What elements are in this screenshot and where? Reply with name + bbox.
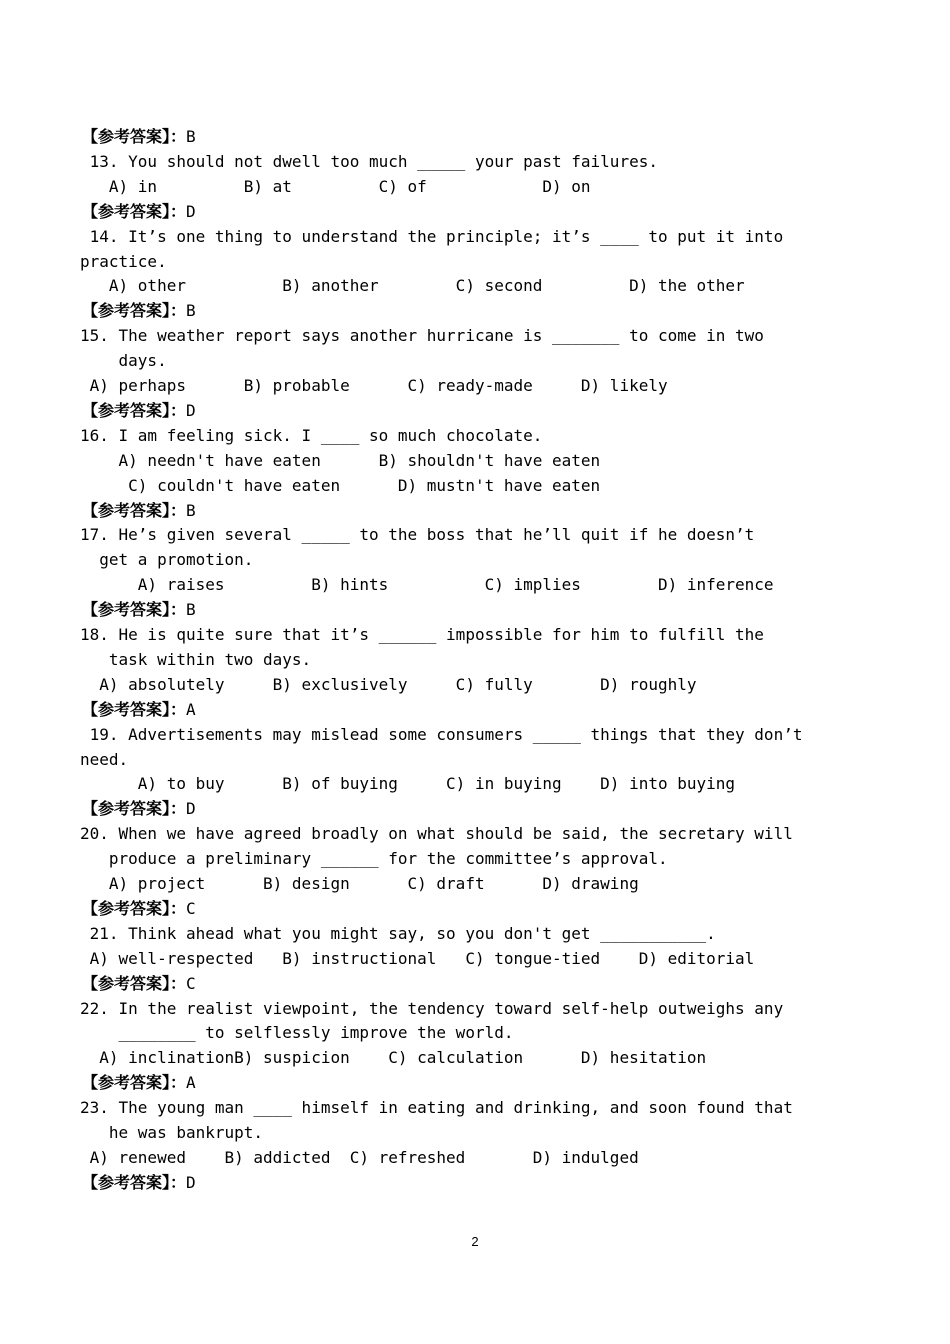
text-line: produce a preliminary ______ for the committee’s approval.	[80, 849, 668, 869]
answer-line	[82, 899, 196, 919]
text-line: practice.	[80, 251, 167, 271]
text-line: task within two days.	[80, 649, 312, 669]
answer-label: 【参考答案】：	[82, 600, 187, 620]
answer-value: D	[186, 201, 196, 221]
text-line: A) other B) another C) second D) the other	[80, 276, 745, 296]
answer-label: 【参考答案】：	[82, 898, 187, 918]
text-line: days.	[80, 351, 167, 371]
text-line: A) renewed B) addicted C) refreshed D) indulged	[80, 1147, 639, 1167]
text-line: 19. Advertisements may mislead some consumers _____ things that they don’t	[80, 724, 803, 744]
answer-line	[82, 127, 196, 147]
answer-value: D	[186, 400, 196, 420]
text-line: he was bankrupt.	[80, 1123, 264, 1142]
answer-line	[82, 401, 196, 421]
answer-label: 【参考答案】：	[82, 500, 187, 520]
answer-value: C	[186, 973, 196, 993]
text-line: A) in B) at C) of D) on	[80, 176, 591, 196]
answer-value: A	[186, 699, 196, 719]
text-line: 15. The weather report says another hurricane is _______ to come in two	[80, 326, 764, 346]
answer-line	[82, 1073, 196, 1093]
answer-label: 【参考答案】：	[82, 127, 187, 146]
answer-label: 【参考答案】：	[82, 400, 187, 420]
text-line: 18. He is quite sure that it’s ______ impossible for him to fulfill the	[80, 625, 764, 644]
answer-label: 【参考答案】：	[82, 799, 187, 819]
text-line: 20. When we have agreed broadly on what should be said, the secretary will	[80, 824, 793, 844]
answer-label: 【参考答案】：	[82, 301, 187, 321]
text-line: 16. I am feeling sick. I ____ so much chocolate.	[80, 425, 543, 445]
answer-line	[82, 202, 196, 222]
answer-value: A	[186, 1073, 196, 1093]
text-line: 14. It’s one thing to understand the principle; it’s ____ to put it into	[80, 226, 784, 246]
text-line: ________ to selflessly improve the world.	[80, 1023, 514, 1043]
answer-label: 【参考答案】：	[82, 1172, 187, 1192]
text-line: A) inclinationB) suspicion C) calculation D) hesitation	[80, 1048, 707, 1068]
text-line: 13. You should not dwell too much _____ your past failures.	[80, 151, 658, 171]
text-line: 23. The young man ____ himself in eating and drinking, and soon found that	[80, 1098, 793, 1118]
answer-line	[82, 501, 196, 521]
answer-label: 【参考答案】：	[82, 201, 187, 221]
text-line: 22. In the realist viewpoint, the tendency toward self-help outweighs any	[80, 998, 784, 1018]
answer-value: B	[186, 600, 196, 620]
answer-line	[82, 799, 196, 819]
answer-label: 【参考答案】：	[82, 973, 187, 993]
answer-line	[82, 600, 196, 620]
answer-line	[82, 700, 196, 720]
text-line: 17. He’s given several _____ to the boss that he’ll quit if he doesn’t	[80, 525, 755, 545]
text-line: 21. Think ahead what you might say, so you don't get ___________.	[80, 923, 716, 943]
text-line: A) well-respected B) instructional C) tongue-tied D) editorial	[80, 948, 755, 968]
text-line: A) raises B) hints C) implies D) inference	[80, 575, 774, 595]
answer-line	[82, 301, 196, 321]
answer-value: D	[186, 1172, 196, 1192]
text-line: A) to buy B) of buying C) in buying D) into buying	[80, 774, 736, 794]
text-line: get a promotion.	[80, 550, 254, 570]
answer-value: C	[186, 898, 196, 918]
answer-value: D	[186, 799, 196, 819]
text-line: A) absolutely B) exclusively C) fully D) roughly	[80, 674, 697, 694]
text-line: need.	[80, 749, 129, 769]
page-number: 2	[471, 1234, 479, 1249]
answer-label: 【参考答案】：	[82, 1073, 187, 1093]
text-line: A) perhaps B) probable C) ready-made D) likely	[80, 376, 668, 395]
answer-value: B	[186, 127, 196, 146]
text-line: A) needn't have eaten B) shouldn't have eaten	[80, 450, 601, 470]
answer-line	[82, 974, 196, 994]
answer-value: B	[186, 301, 196, 321]
answer-line	[82, 1173, 196, 1193]
text-line: C) couldn't have eaten D) mustn't have eaten	[80, 475, 601, 495]
text-line: A) project B) design C) draft D) drawing	[80, 874, 639, 893]
answer-value: B	[186, 500, 196, 520]
answer-label: 【参考答案】：	[82, 699, 187, 719]
